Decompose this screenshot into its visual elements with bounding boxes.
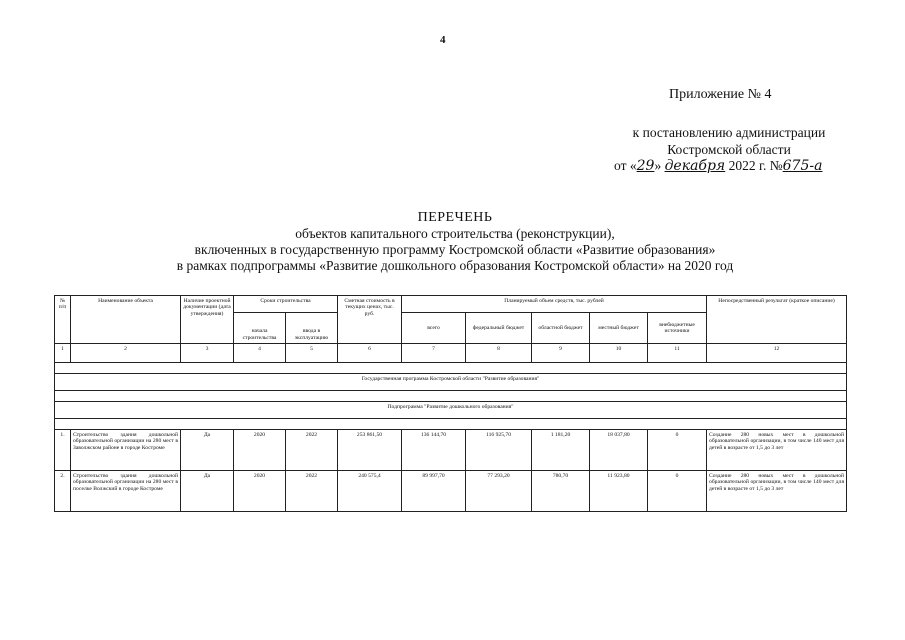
header-terms: Сроки строительства bbox=[234, 296, 338, 313]
row-federal: 77 293,20 bbox=[466, 471, 532, 512]
header-offbudget: внебюджетные источники bbox=[648, 313, 707, 344]
program-row bbox=[55, 374, 847, 391]
spacer-row bbox=[55, 391, 847, 402]
column-number: 8 bbox=[466, 344, 532, 363]
spacer-cell bbox=[55, 419, 847, 430]
row-result: Создание 280 новых мест в дошкольной образовательной организации, в том числе 140 мест для детей в возрасте от 1,5 до 3 лет bbox=[707, 471, 847, 512]
spacer-row bbox=[55, 419, 847, 430]
header-name: Наименование объекта bbox=[71, 296, 181, 344]
date-prefix: от « bbox=[614, 158, 637, 173]
date-day: 29 bbox=[636, 158, 655, 174]
header-federal: федеральный бюджет bbox=[466, 313, 532, 344]
row-num: 1. bbox=[55, 430, 71, 471]
date-mid: » bbox=[654, 158, 662, 173]
decree-date-line bbox=[614, 158, 844, 175]
date-month: декабря bbox=[664, 158, 726, 174]
decree-line-2: Костромской области bbox=[667, 141, 791, 157]
decree-reference bbox=[614, 125, 844, 175]
header-local: местный бюджет bbox=[590, 313, 648, 344]
row-offbudget: 0 bbox=[648, 471, 707, 512]
row-federal: 116 925,70 bbox=[466, 430, 532, 471]
row-local: 11 923,80 bbox=[590, 471, 648, 512]
spacer-cell bbox=[55, 391, 847, 402]
row-num: 2. bbox=[55, 471, 71, 512]
program-band: Государственная программа Костромской области "Развитие образования" bbox=[55, 374, 847, 391]
table-row bbox=[55, 471, 847, 512]
column-number: 3 bbox=[181, 344, 234, 363]
title-line-1: объектов капитального строительства (реконструкции), bbox=[295, 226, 615, 241]
header-docs: Наличие проектной документации (дата утверждения) bbox=[181, 296, 234, 344]
row-result: Создание 280 новых мест в дошкольной образовательной организации, в том числе 140 мест для детей в возрасте от 1,5 до 3 лет bbox=[707, 430, 847, 471]
header-term-end: ввода в эксплуатацию bbox=[286, 313, 338, 344]
row-docs: Да bbox=[181, 471, 234, 512]
row-start: 2020 bbox=[234, 430, 286, 471]
decree-number: 675-а bbox=[782, 158, 823, 174]
table-row bbox=[55, 430, 847, 471]
column-number: 2 bbox=[71, 344, 181, 363]
row-total: 89 997,70 bbox=[402, 471, 466, 512]
column-number-row bbox=[55, 344, 847, 363]
title-line-2: включенных в государственную программу Костромской области «Развитие образования» bbox=[194, 242, 716, 257]
column-number: 10 bbox=[590, 344, 648, 363]
column-number: 7 bbox=[402, 344, 466, 363]
title-line-3: в рамках подпрограммы «Развитие дошкольного образования Костромской области» на 2020 год bbox=[176, 258, 734, 273]
appendix-title: Приложение № 4 bbox=[669, 87, 772, 102]
column-number: 4 bbox=[234, 344, 286, 363]
row-total: 136 144,70 bbox=[402, 430, 466, 471]
subprogram-band: Подпрограмма "Развитие дошкольного образования" bbox=[55, 402, 847, 419]
header-regional: областной бюджет bbox=[532, 313, 590, 344]
row-name: Строительство здания дошкольной образовательной организации на 280 мест в поселке Волжский в городе Костроме bbox=[71, 471, 181, 512]
header-total: всего bbox=[402, 313, 466, 344]
column-number: 5 bbox=[286, 344, 338, 363]
row-end: 2022 bbox=[286, 430, 338, 471]
page-number: 4 bbox=[440, 34, 446, 46]
row-regional: 1 181,20 bbox=[532, 430, 590, 471]
row-regional: 780,70 bbox=[532, 471, 590, 512]
column-number: 11 bbox=[648, 344, 707, 363]
objects-table bbox=[54, 295, 847, 512]
header-num: № п/п bbox=[55, 296, 71, 344]
column-number: 12 bbox=[707, 344, 847, 363]
column-number: 1 bbox=[55, 344, 71, 363]
row-local: 18 037,80 bbox=[590, 430, 648, 471]
row-end: 2022 bbox=[286, 471, 338, 512]
header-funding: Планируемый объем средств, тыс. рублей bbox=[402, 296, 707, 313]
header-row-1 bbox=[55, 296, 847, 313]
row-start: 2020 bbox=[234, 471, 286, 512]
spacer-row bbox=[55, 363, 847, 374]
document-title bbox=[110, 210, 800, 274]
header-estimate: Сметная стоимость в текущих ценах, тыс. руб. bbox=[338, 296, 402, 344]
title-heading: ПЕРЕЧЕНЬ bbox=[417, 210, 493, 225]
header-result: Непосредственный результат (краткое описание) bbox=[707, 296, 847, 344]
row-docs: Да bbox=[181, 430, 234, 471]
row-estimate: 240 575,4 bbox=[338, 471, 402, 512]
row-name: Строительство здания дошкольной образовательной организации на 280 мест в Заволжском районе в городе Костроме bbox=[71, 430, 181, 471]
row-estimate: 253 861,50 bbox=[338, 430, 402, 471]
spacer-cell bbox=[55, 363, 847, 374]
date-year: 2022 г. № bbox=[728, 158, 783, 173]
decree-line-1: к постановлению администрации bbox=[632, 125, 826, 140]
header-term-start: начала строительства bbox=[234, 313, 286, 344]
row-offbudget: 0 bbox=[648, 430, 707, 471]
column-number: 9 bbox=[532, 344, 590, 363]
column-number: 6 bbox=[338, 344, 402, 363]
subprogram-row bbox=[55, 402, 847, 419]
